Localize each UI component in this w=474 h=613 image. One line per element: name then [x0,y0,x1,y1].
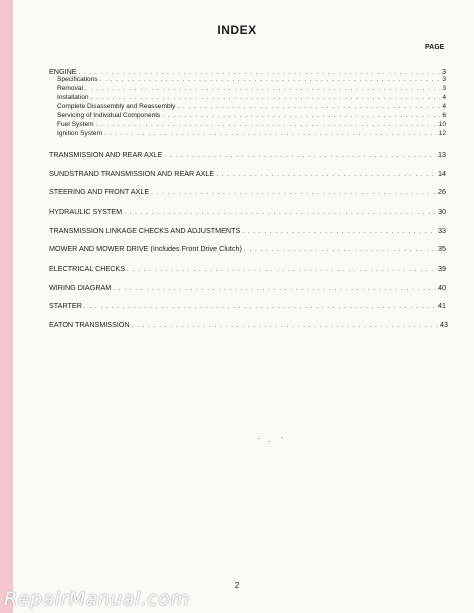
index-entry-fuel-system[interactable] [57,121,446,129]
index-entry-installation[interactable] [57,94,446,102]
index-entry-page: 10 [438,121,446,128]
index-entry-page: 14 [438,169,446,178]
index-entry-label: Specifications [57,76,98,83]
dot-leader [132,322,438,331]
dot-leader [244,246,436,255]
index-entry-label: STEERING AND FRONT AXLE [49,187,150,196]
index-entry-page: 3 [442,67,446,76]
dot-leader [104,130,437,138]
index-entry-label: Fuel System [57,121,94,128]
dot-leader [242,228,436,237]
index-entry-label: SUNDSTRAND TRANSMISSION AND REAR AXLE [49,169,215,178]
index-entry-page: 35 [438,244,446,253]
index-entry-page: 4 [442,94,446,101]
index-entry-page: 3 [442,85,446,92]
dot-leader [151,189,436,198]
dot-leader [96,121,437,129]
index-entry-page: 4 [442,103,446,110]
index-entry-disassembly[interactable] [57,103,446,111]
page-number: 2 [234,581,240,590]
index-entry-eaton[interactable] [49,320,448,331]
index-entry-page: 3 [442,76,446,83]
dot-leader [113,285,436,294]
index-entry-label: ENGINE [49,67,77,76]
dot-leader [177,103,440,111]
index-entry-page: 41 [438,301,446,310]
index-entry-wiring[interactable] [49,283,446,294]
index-entry-page: 13 [438,150,446,159]
index-entry-linkage[interactable] [49,226,446,237]
index-entry-page: 33 [438,226,446,235]
index-entry-label: Installation [57,94,89,101]
index-entry-ignition-system[interactable] [57,130,446,138]
index-entry-hydraulic[interactable] [49,207,446,218]
index-entry-page: 6 [442,112,446,119]
index-entry-starter[interactable] [49,301,446,312]
index-entry-specifications[interactable] [57,76,446,84]
dot-leader [164,152,436,161]
index-entry-label: Servicing of Individual Components [57,112,161,119]
index-entry-steering[interactable] [49,187,446,198]
index-entry-page: 43 [440,320,448,329]
index-entry-servicing[interactable] [57,112,446,120]
dot-leader [85,85,440,93]
dot-leader [91,94,441,102]
index-entry-label: STARTER [49,301,82,310]
page-title: INDEX [217,23,257,37]
index-entry-mower[interactable] [49,244,446,255]
index-entry-label: TRANSMISSION AND REAR AXLE [49,150,163,159]
index-entry-page: 26 [438,187,446,196]
index-entry-sundstrand[interactable] [49,169,446,180]
index-entry-page: 12 [438,130,446,137]
index-entry-page: 40 [438,283,446,292]
index-entry-removal[interactable] [57,85,446,93]
index-entry-label: HYDRAULIC SYSTEM [49,207,123,216]
scan-speck [268,441,270,442]
page-column-heading: PAGE [425,44,445,51]
dot-leader [124,209,436,218]
index-entry-label: ELECTRICAL CHECKS [49,264,126,273]
binding-strip [0,0,13,613]
dot-leader [127,266,436,275]
scan-speck [258,438,260,439]
dot-leader [100,76,441,84]
index-entry-label: TRANSMISSION LINKAGE CHECKS AND ADJUSTMENTS [49,226,241,235]
index-entry-electrical[interactable] [49,264,446,275]
dot-leader [84,303,436,312]
scan-speck [281,437,283,438]
dot-leader [162,112,440,120]
dot-leader [216,171,436,180]
index-entry-page: 30 [438,207,446,216]
index-entry-label: Complete Disassembly and Reassembly [57,103,176,110]
index-entry-transmission-rear-axle[interactable] [49,150,446,161]
index-entry-page: 39 [438,264,446,273]
index-entry-label: WIRING DIAGRAM [49,283,112,292]
index-entry-label: Ignition System [57,130,103,137]
index-entry-label: Removal [57,85,84,92]
watermark-logo: RepairManual.com [4,588,190,610]
index-entry-label: EATON TRANSMISSION [49,320,130,329]
index-entry-label: MOWER AND MOWER DRIVE (Includes Front Drive Clutch) [49,244,242,253]
